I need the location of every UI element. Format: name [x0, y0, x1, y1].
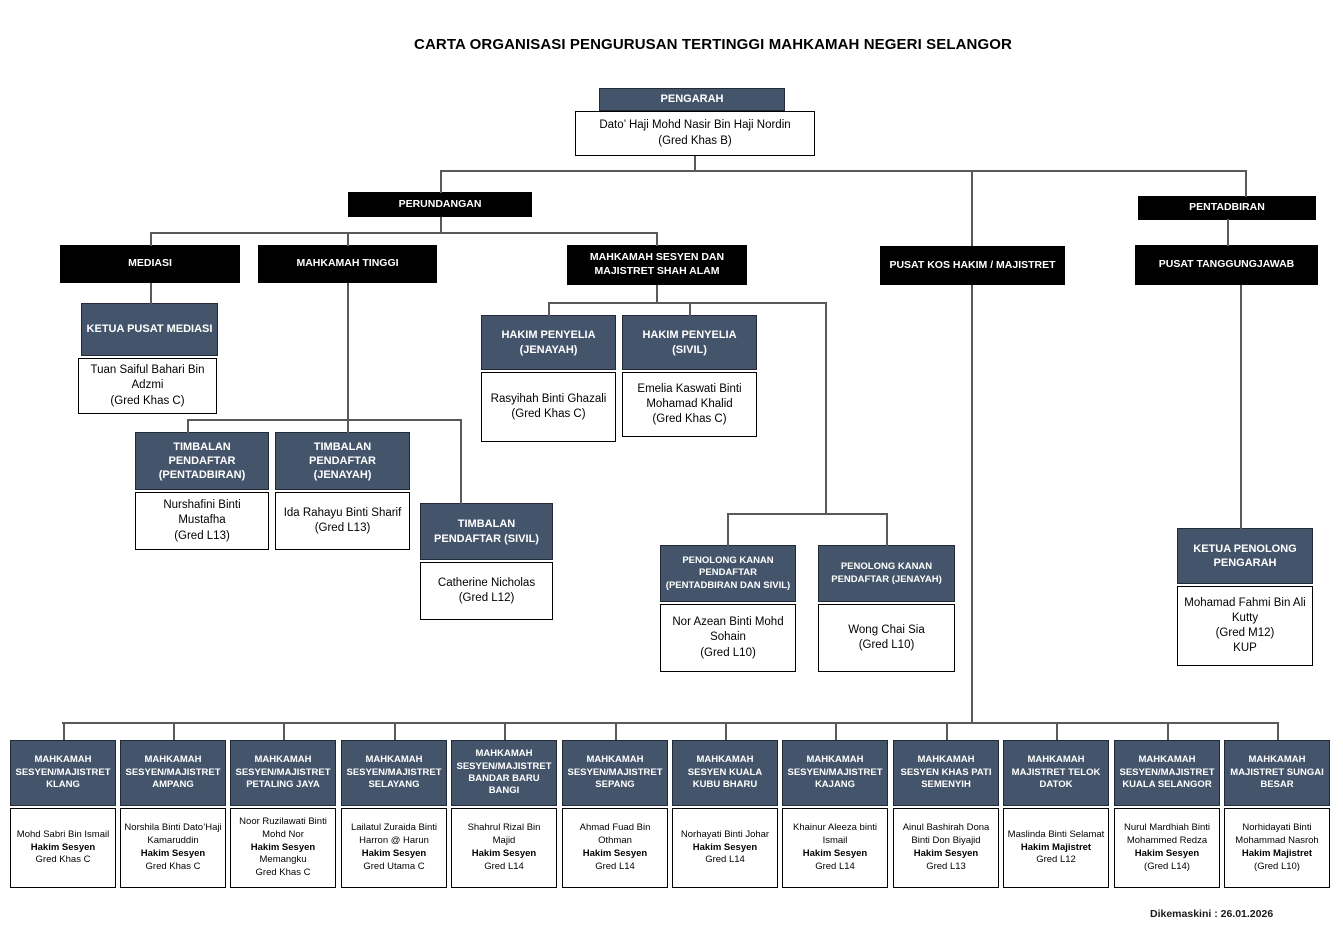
court-officer-box	[341, 808, 447, 888]
officer-name: Nurshafini Binti Mustafha	[163, 499, 241, 527]
connector-line	[504, 722, 506, 740]
court-officer-role: Hakim Sesyen	[471, 848, 537, 859]
pengarah-name-box	[575, 111, 815, 156]
officer-grade: (Gred L12)	[458, 592, 515, 604]
connector-line	[971, 170, 973, 246]
officer-grade: (Gred Khas C)	[511, 408, 586, 420]
court-header: MAHKAMAH SESYEN/MAJISTRET KLANG	[10, 740, 116, 806]
ketua-pusat-mediasi-name-box	[78, 358, 217, 414]
court-officer-grade: Gred L13	[926, 860, 966, 872]
hakim-penyelia-jenayah-name-box	[481, 372, 616, 442]
hakim-penyelia-sivil-header: HAKIM PENYELIA (SIVIL)	[622, 315, 757, 370]
division-mahkamah-tinggi: MAHKAMAH TINGGI	[258, 245, 437, 283]
officer-name: Mohamad Fahmi Bin Ali Kutty	[1184, 596, 1306, 624]
court-officer-role: Hakim Sesyen	[30, 841, 96, 853]
court-officer-name: Ahmad Fuad Bin Othman	[579, 822, 651, 847]
officer-grade: (Gred Khas C)	[652, 413, 727, 426]
court-header: MAHKAMAH SESYEN/MAJISTRET BANDAR BARU BANGI	[451, 740, 557, 806]
court-officer-role: Hakim Sesyen	[802, 848, 868, 859]
court-officer-role: Hakim Sesyen	[692, 841, 758, 853]
pengarah-name: Dato’ Haji Mohd Nasir Bin Haji Nordin	[599, 119, 791, 132]
court-officer-grade: Gred L14	[815, 860, 855, 872]
connector-line	[150, 283, 152, 304]
timbalan-pendaftar-pentadbiran-header: TIMBALAN PENDAFTAR (PENTADBIRAN)	[135, 432, 269, 490]
officer-name: Ida Rahayu Binti Sharif	[283, 506, 402, 519]
penolong-kanan-pendaftar-pentadbiran-sivil-name-box	[660, 604, 796, 672]
branch-perundangan: PERUNDANGAN	[348, 192, 532, 217]
penolong-kanan-pendaftar-jenayah-header: PENOLONG KANAN PENDAFTAR (JENAYAH)	[818, 545, 955, 602]
court-officer-box	[782, 808, 888, 888]
court-officer-role: Hakim Sesyen	[361, 848, 427, 859]
officer-name: Nor Azean Binti Mohd Sohain	[672, 616, 784, 644]
connector-line	[1277, 722, 1279, 740]
connector-line	[689, 302, 691, 316]
court-officer-role: Hakim Sesyen	[140, 848, 206, 859]
page-title: CARTA ORGANISASI PENGURUSAN TERTINGGI MAHKAMAH NEGERI SELANGOR	[414, 36, 1012, 53]
officer-note: KUP	[1233, 642, 1257, 655]
court-officer-name: Shahrul Rizal Bin Majid	[467, 822, 541, 847]
court-officer-name: Maslinda Binti Selamat	[1007, 828, 1105, 840]
pengarah-grade: (Gred Khas B)	[658, 134, 732, 147]
officer-grade: (Gred L10)	[700, 646, 756, 659]
pengarah-header: PENGARAH	[599, 88, 785, 111]
connector-line	[725, 722, 727, 740]
connector-line	[727, 513, 729, 546]
connector-line	[150, 232, 152, 246]
officer-grade: (Gred M12)	[1215, 627, 1275, 639]
connector-line	[694, 156, 696, 171]
officer-grade: (Gred Khas C)	[110, 394, 185, 407]
court-officer-grade: Gred L14	[484, 860, 524, 872]
connector-line	[548, 302, 827, 304]
division-pusat-kos-hakim-majistret: PUSAT KOS HAKIM / MAJISTRET	[880, 246, 1065, 285]
court-header: MAHKAMAH SESYEN KHAS PATI SEMENYIH	[893, 740, 999, 806]
connector-line	[347, 232, 349, 246]
connector-line	[440, 217, 442, 233]
court-officer-box	[1224, 808, 1330, 888]
officer-name: Rasyihah Binti Ghazali	[490, 392, 607, 405]
ketua-pusat-mediasi-header: KETUA PUSAT MEDIASI	[81, 303, 218, 356]
court-officer-name: Lailatul Zuraida Binti Harron @ Harun	[350, 822, 438, 847]
court-officer-name: Noor Ruzilawati Binti Mohd Nor	[239, 815, 327, 840]
court-header: MAHKAMAH SESYEN/MAJISTRET AMPANG	[120, 740, 226, 806]
connector-line	[886, 513, 888, 546]
officer-grade: (Gred L13)	[174, 529, 230, 542]
officer-name: Catherine Nicholas	[437, 576, 536, 589]
division-sesyen-majistret-shah-alam: MAHKAMAH SESYEN DAN MAJISTRET SHAH ALAM	[567, 245, 747, 285]
court-officer-extra: Memangku	[259, 854, 307, 866]
connector-line	[1167, 722, 1169, 740]
timbalan-pendaftar-jenayah-name-box	[275, 492, 410, 550]
branch-pentadbiran: PENTADBIRAN	[1138, 196, 1316, 220]
court-officer-name: Nurul Mardhiah Binti Mohammed Redza	[1123, 822, 1211, 847]
court-header: MAHKAMAH MAJISTRET TELOK DATOK	[1003, 740, 1109, 806]
court-officer-grade: Gred L14	[705, 854, 745, 866]
connector-line	[1240, 285, 1242, 529]
court-officer-box	[230, 808, 336, 888]
court-officer-grade: (Gred L14)	[1144, 860, 1190, 872]
connector-line	[347, 419, 349, 433]
court-officer-box	[562, 808, 668, 888]
court-officer-box	[1003, 808, 1109, 888]
court-officer-name: Norhayati Binti Johar	[680, 828, 770, 840]
hakim-penyelia-jenayah-header: HAKIM PENYELIA (JENAYAH)	[481, 315, 616, 370]
officer-name: Tuan Saiful Bahari Bin Adzmi	[90, 364, 205, 392]
court-officer-name: Ainul Bashirah Dona Binti Don Biyajid	[902, 822, 990, 847]
court-officer-grade: Gred Khas C	[35, 854, 91, 866]
court-officer-box	[1114, 808, 1220, 888]
connector-line	[1245, 170, 1247, 197]
connector-line	[63, 722, 65, 740]
connector-line	[825, 302, 827, 514]
officer-name: Wong Chai Sia	[848, 623, 925, 636]
connector-line	[727, 513, 887, 515]
ketua-penolong-pengarah-header: KETUA PENOLONG PENGARAH	[1177, 528, 1313, 584]
court-officer-name: Mohd Sabri Bin Ismail	[16, 828, 110, 840]
court-officer-role: Hakim Sesyen	[1134, 848, 1200, 859]
connector-line	[283, 722, 285, 740]
division-mediasi: MEDIASI	[60, 245, 240, 283]
connector-line	[394, 722, 396, 740]
court-officer-name: Norhidayati Binti Mohammad Nasroh	[1235, 822, 1319, 847]
connector-line	[656, 232, 658, 246]
court-officer-role: Hakim Majistret	[1020, 841, 1092, 853]
officer-name: Emelia Kaswati Binti Mohamad Khalid	[637, 382, 742, 410]
connector-line	[440, 170, 1247, 172]
court-header: MAHKAMAH MAJISTRET SUNGAI BESAR	[1224, 740, 1330, 806]
connector-line	[62, 722, 1278, 724]
court-officer-grade: (Gred L10)	[1254, 860, 1300, 872]
timbalan-pendaftar-jenayah-header: TIMBALAN PENDAFTAR (JENAYAH)	[275, 432, 410, 490]
court-officer-box	[10, 808, 116, 888]
connector-line	[1227, 219, 1229, 246]
connector-line	[615, 722, 617, 740]
court-officer-box	[672, 808, 778, 888]
connector-line	[1056, 722, 1058, 740]
connector-line	[187, 419, 189, 433]
court-header: MAHKAMAH SESYEN KUALA KUBU BHARU	[672, 740, 778, 806]
officer-grade: (Gred L10)	[858, 639, 915, 651]
court-officer-role: Hakim Sesyen	[250, 841, 316, 853]
connector-line	[946, 722, 948, 740]
court-officer-grade: Gred Khas C	[145, 860, 201, 872]
division-pusat-tanggungjawab: PUSAT TANGGUNGJAWAB	[1135, 245, 1318, 285]
connector-line	[187, 419, 461, 421]
court-officer-role: Hakim Sesyen	[913, 848, 979, 859]
court-officer-grade: Gred Utama C	[363, 860, 425, 872]
connector-line	[971, 285, 973, 723]
connector-line	[173, 722, 175, 740]
court-officer-grade: Gred L12	[1036, 854, 1076, 866]
timbalan-pendaftar-sivil-header: TIMBALAN PENDAFTAR (SIVIL)	[420, 503, 553, 560]
timbalan-pendaftar-sivil-name-box	[420, 562, 553, 620]
timbalan-pendaftar-pentadbiran-name-box	[135, 492, 269, 550]
court-officer-name: Khainur Aleeza binti Ismail	[793, 822, 877, 847]
connector-line	[440, 170, 442, 193]
last-updated-note: Dikemaskini : 26.01.2026	[1150, 908, 1274, 920]
penolong-kanan-pendaftar-pentadbiran-sivil-header: PENOLONG KANAN PENDAFTAR (PENTADBIRAN DAN SIVIL)	[660, 545, 796, 602]
connector-line	[835, 722, 837, 740]
hakim-penyelia-sivil-name-box	[622, 372, 757, 437]
connector-line	[656, 285, 658, 303]
court-header: MAHKAMAH SESYEN/MAJISTRET KUALA SELANGOR	[1114, 740, 1220, 806]
officer-grade: (Gred L13)	[314, 522, 371, 534]
court-officer-grade: Gred Khas C	[255, 867, 311, 879]
court-officer-grade: Gred L14	[595, 860, 635, 872]
connector-line	[347, 283, 349, 420]
court-header: MAHKAMAH SESYEN/MAJISTRET SEPANG	[562, 740, 668, 806]
court-officer-box	[451, 808, 557, 888]
court-officer-name: Norshila Binti Dato’Haji Kamaruddin	[124, 822, 222, 847]
court-officer-box	[120, 808, 226, 888]
court-officer-role: Hakim Majistret	[1241, 848, 1313, 859]
penolong-kanan-pendaftar-jenayah-name-box	[818, 604, 955, 672]
court-header: MAHKAMAH SESYEN/MAJISTRET SELAYANG	[341, 740, 447, 806]
court-officer-box	[893, 808, 999, 888]
court-header: MAHKAMAH SESYEN/MAJISTRET KAJANG	[782, 740, 888, 806]
connector-line	[150, 232, 658, 234]
court-header: MAHKAMAH SESYEN/MAJISTRET PETALING JAYA	[230, 740, 336, 806]
court-officer-role: Hakim Sesyen	[582, 848, 648, 859]
connector-line	[460, 419, 462, 504]
ketua-penolong-pengarah-name-box	[1177, 586, 1313, 666]
connector-line	[548, 302, 550, 316]
